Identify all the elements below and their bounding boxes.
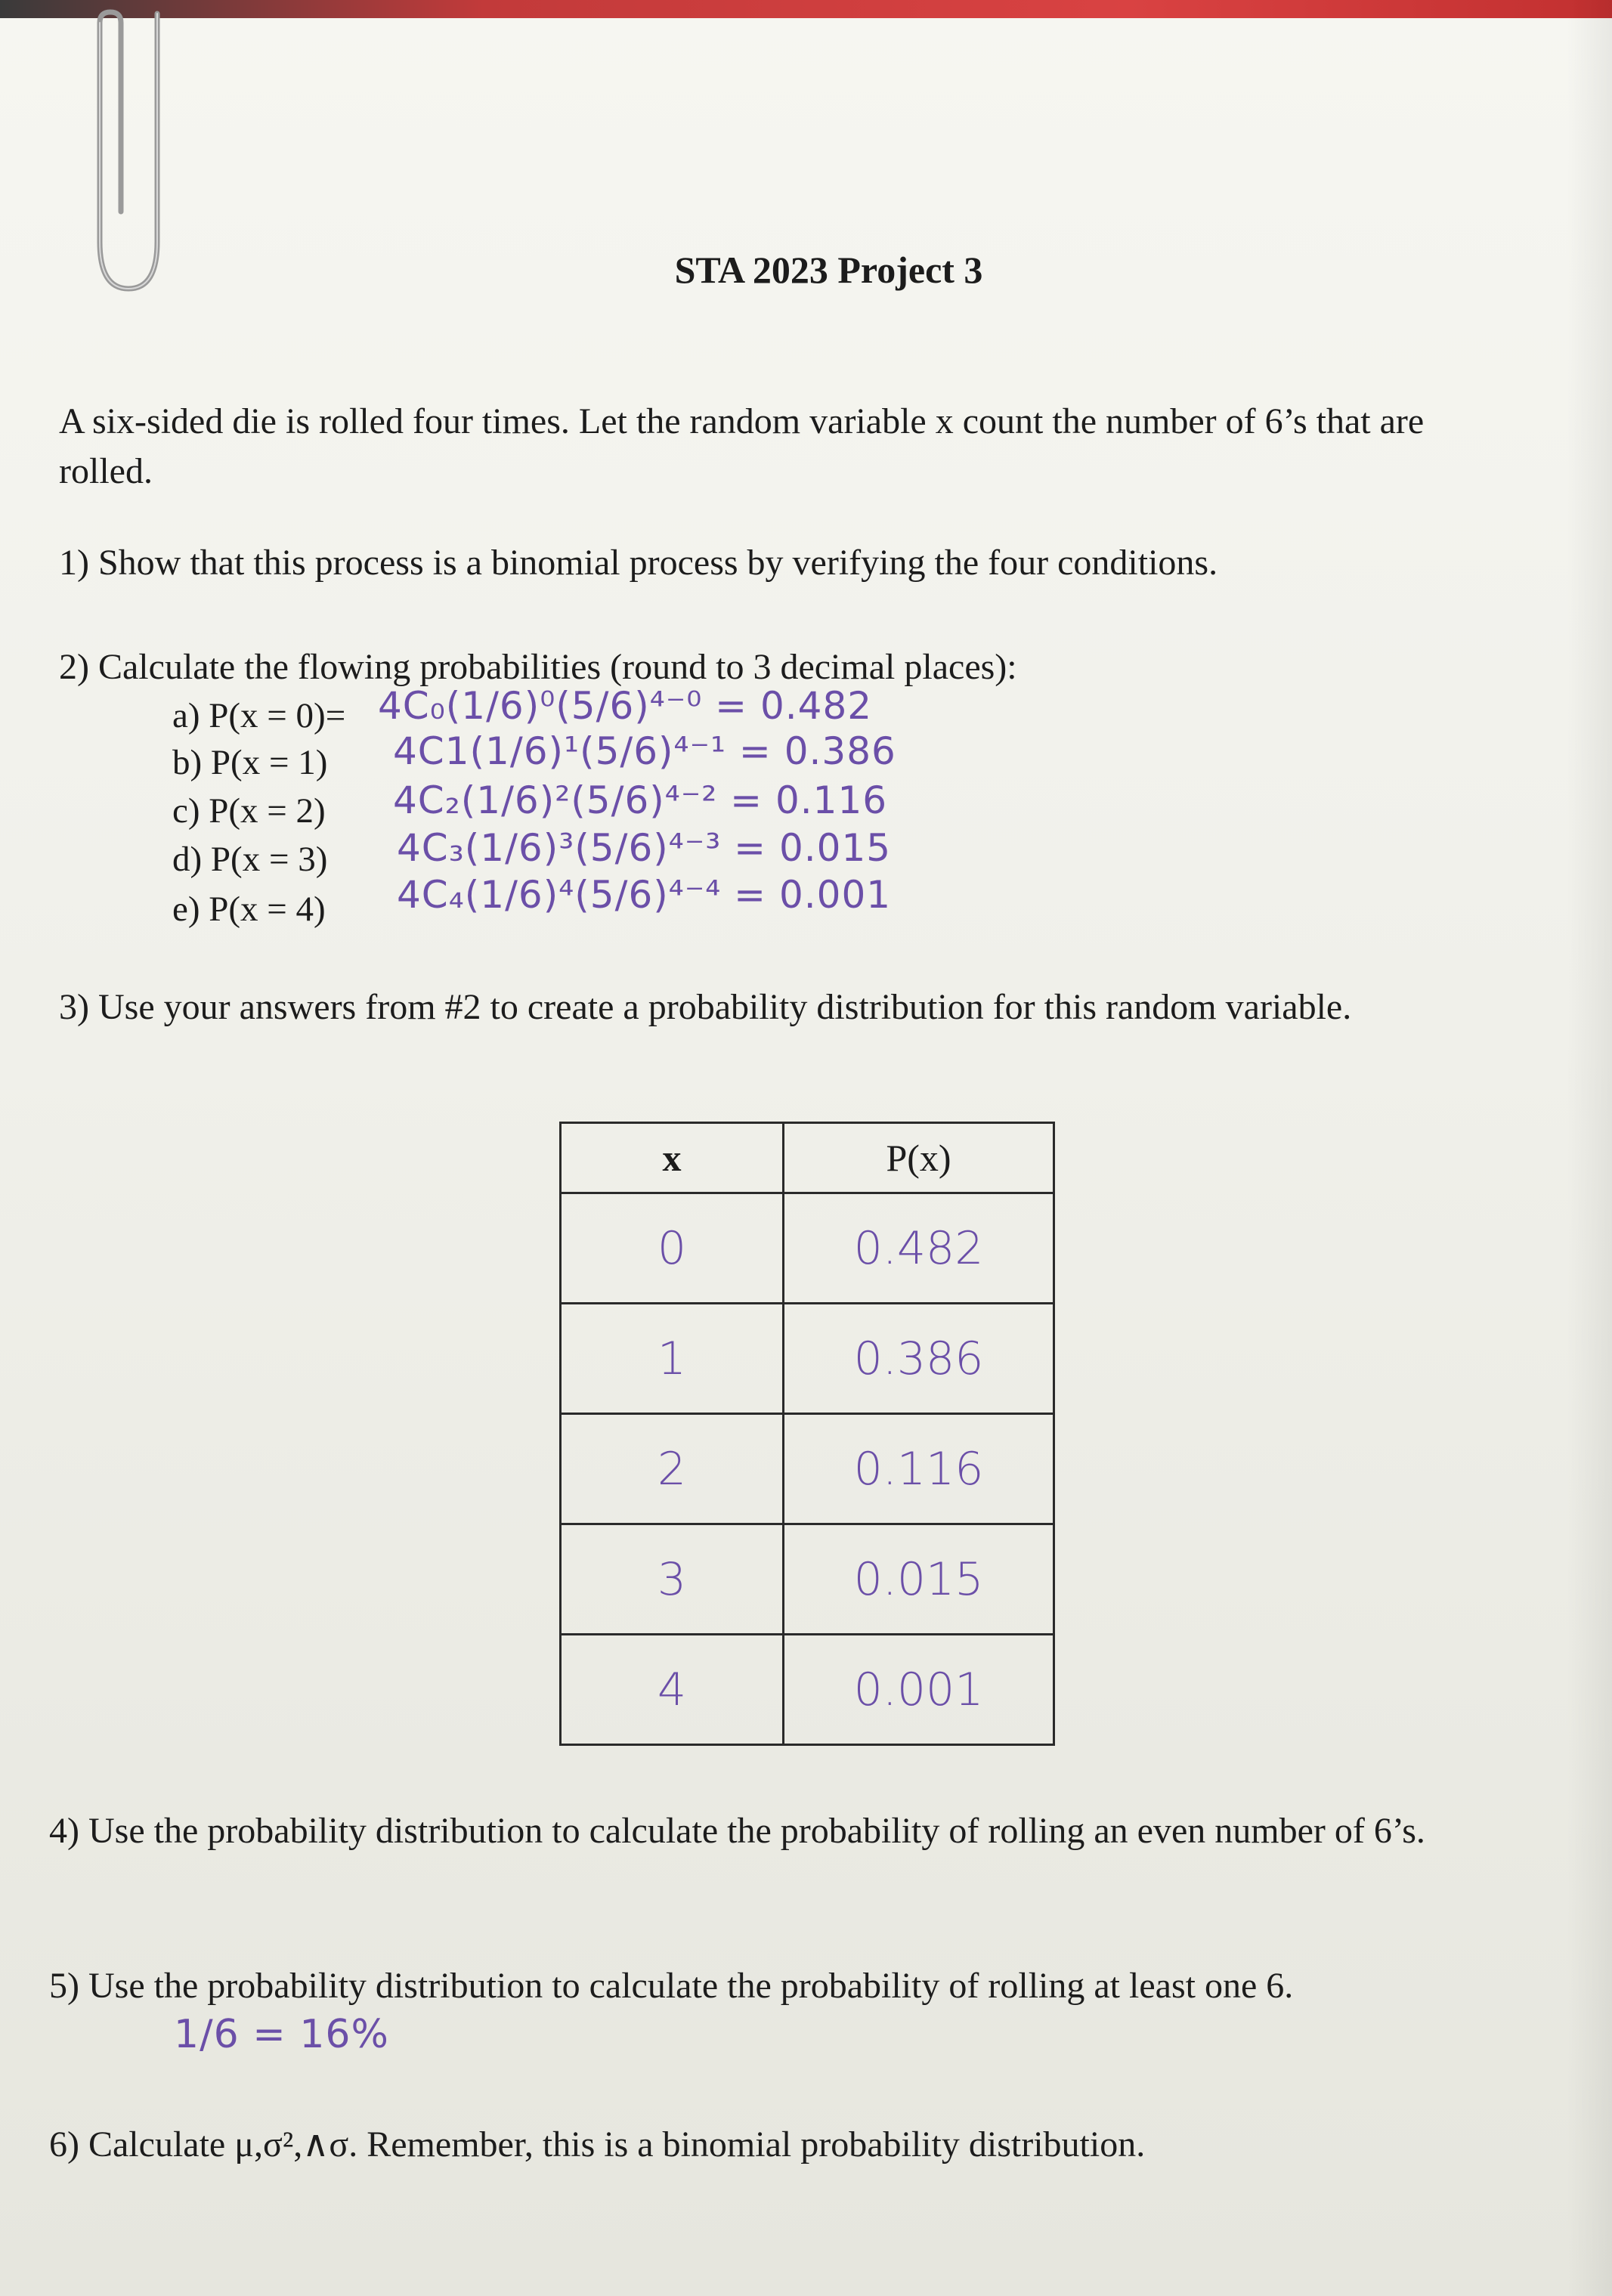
table-header-row: [561, 1123, 1054, 1193]
question-2-prompt: 2) Calculate the flowing probabilities (round to 3 decimal places):: [59, 647, 1017, 687]
column-header-px: P(x): [784, 1123, 1054, 1193]
x-value: 2: [561, 1414, 784, 1524]
x-value: 1: [561, 1304, 784, 1414]
q2-item-c-label: c) P(x = 2): [172, 791, 326, 831]
probability-distribution-table: [559, 1122, 1055, 1746]
x-value: 4: [561, 1635, 784, 1745]
page-title: STA 2023 Project 3: [674, 249, 983, 291]
q2-item-b-label: b) P(x = 1): [172, 743, 328, 782]
question-5-prompt: 5) Use the probability distribution to calculate the probability of rolling at least one 6.: [49, 1966, 1294, 2006]
question-1: 1) Show that this process is a binomial process by verifying the four conditions.: [59, 543, 1218, 583]
probability-value: 0.001: [784, 1635, 1054, 1745]
q2-item-e-work: 4C₄(1/6)⁴(5/6)⁴⁻⁴ = 0.001: [397, 873, 892, 917]
page-top-edge: [0, 0, 1612, 18]
x-value: 0: [561, 1193, 784, 1304]
page-shadow: [1567, 0, 1612, 2296]
q2-item-b-work: 4C1(1/6)¹(5/6)⁴⁻¹ = 0.386: [393, 729, 896, 773]
table-row: [561, 1635, 1054, 1745]
table-row: [561, 1524, 1054, 1635]
question-6: 6) Calculate μ,σ²,∧σ. Remember, this is a binomial probability distribution.: [49, 2124, 1146, 2164]
question-3: 3) Use your answers from #2 to create a probability distribution for this random variable.: [59, 987, 1352, 1027]
column-header-x: x: [561, 1123, 784, 1193]
question-4: 4) Use the probability distribution to calculate the probability of rolling an even number of 6’s.: [49, 1811, 1425, 1851]
intro-paragraph: A six-sided die is rolled four times. Let the random variable x count the number of 6’s that are rolled.: [59, 401, 1425, 491]
table-row: [561, 1414, 1054, 1524]
probability-value: 0.116: [784, 1414, 1054, 1524]
q2-item-e-label: e) P(x = 4): [172, 890, 326, 929]
table-row: [561, 1193, 1054, 1304]
probability-value: 0.015: [784, 1524, 1054, 1635]
q2-item-c-work: 4C₂(1/6)²(5/6)⁴⁻² = 0.116: [393, 778, 888, 822]
q2-item-d-label: d) P(x = 3): [172, 840, 328, 879]
q2-item-a-work: 4C₀(1/6)⁰(5/6)⁴⁻⁰ = 0.482: [378, 684, 873, 728]
probability-value: 0.386: [784, 1304, 1054, 1414]
q5-work: 1/6 = 16%: [174, 2012, 389, 2057]
q2-item-d-work: 4C₃(1/6)³(5/6)⁴⁻³ = 0.015: [397, 826, 892, 870]
table-row: [561, 1304, 1054, 1414]
q2-item-a-label: a) P(x = 0)=: [172, 696, 346, 735]
x-value: 3: [561, 1524, 784, 1635]
probability-value: 0.482: [784, 1193, 1054, 1304]
